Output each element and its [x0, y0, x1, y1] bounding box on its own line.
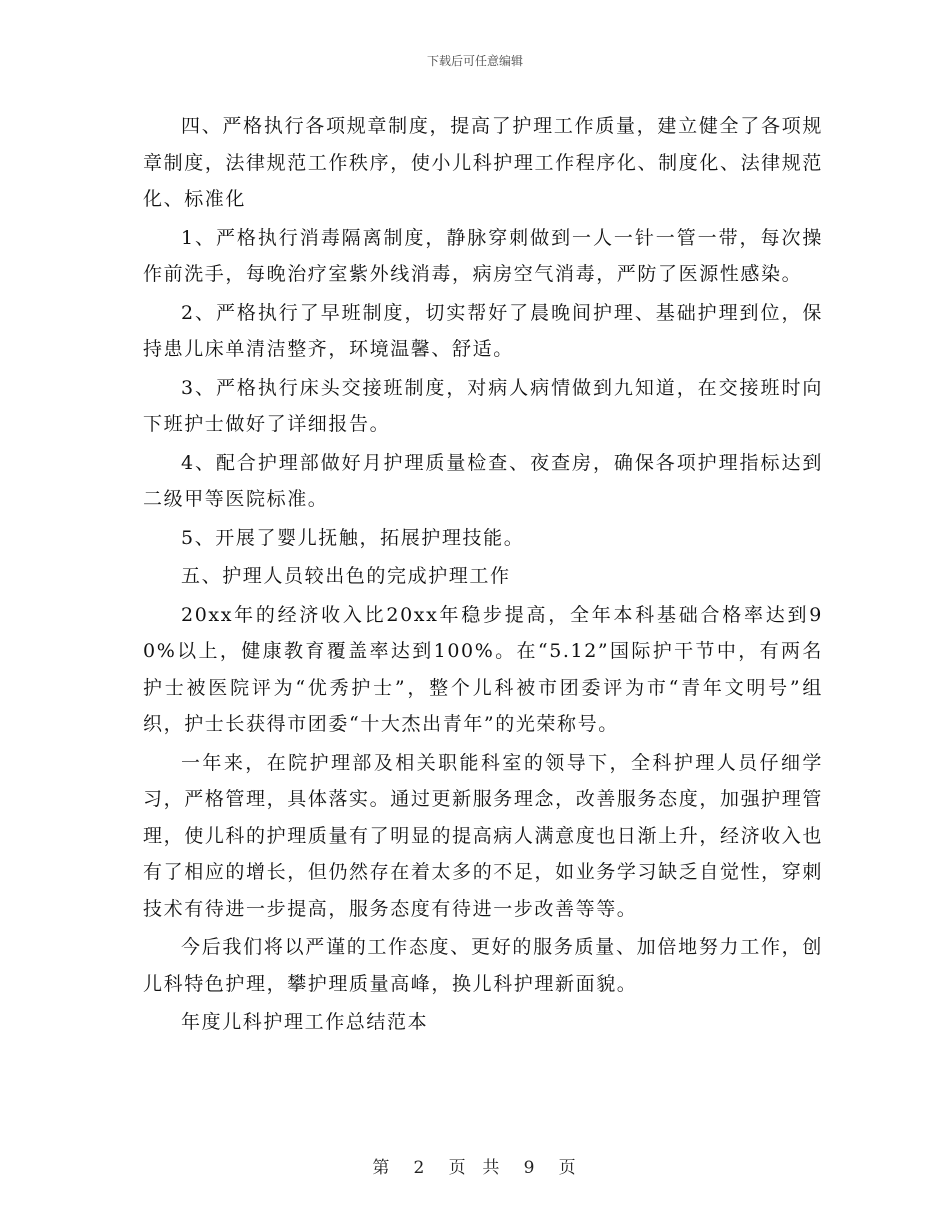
- economic-income-paragraph: 20xx年的经济收入比20xx年稳步提高，全年本科基础合格率达到90%以上，健康教育覆盖率达到100%。在“5.12”国际护干节中，有两名护士被医院评为“优秀护士”，整个儿科被市团委评为市“青年文明号”组织，护士长获得市团委“十大杰出青年”的光荣称号。: [143, 603, 823, 735]
- footer-middle: 页 共: [448, 1158, 502, 1178]
- item-3-paragraph: 3、严格执行床头交接班制度，对病人病情做到九知道，在交接班时向下班护士做好了详细报告。: [143, 376, 823, 435]
- header-text: 下载后可任意编辑: [426, 54, 523, 68]
- section-five-heading: 五、护理人员较出色的完成护理工作: [181, 565, 511, 587]
- year-review-paragraph: 一年来，在院护理部及相关职能科室的领导下，全科护理人员仔细学习，严格管理，具体落实。通过更新服务理念，改善服务态度，加强护理管理，使儿科的护理质量有了明显的提高病人满意度也日渐上升，经济收入也有了相应的增长，但仍然存在着太多的不足，如业务学习缺乏自觉性，穿刺技术有待进一步提高，服务态度有待进一步改善等等。: [143, 751, 823, 920]
- page-footer: [0, 1153, 950, 1178]
- document-title-line: 年度儿科护理工作总结范本: [181, 1011, 429, 1033]
- future-plan-paragraph: 今后我们将以严谨的工作态度、更好的服务质量、加倍地努力工作，创儿科特色护理，攀护理质量高峰，换儿科护理新面貌。: [143, 936, 823, 995]
- item-1-paragraph: 1、严格执行消毒隔离制度，静脉穿刺做到一人一针一管一带，每次操作前洗手，每晚治疗室紫外线消毒，病房空气消毒，严防了医源性感染。: [143, 226, 823, 285]
- document-body: [143, 108, 823, 1043]
- total-pages-number: 9: [523, 1158, 537, 1178]
- footer-suffix: 页: [558, 1158, 578, 1178]
- item-2-paragraph: 2、严格执行了早班制度，切实帮好了晨晚间护理、基础护理到位，保持患儿床单清洁整齐，环境温馨、舒适。: [143, 301, 823, 360]
- footer-prefix: 第: [372, 1158, 392, 1178]
- page-header: [0, 52, 950, 69]
- item-4-paragraph: 4、配合护理部做好月护理质量检查、夜查房，确保各项护理指标达到二级甲等医院标准。: [143, 451, 823, 510]
- item-5-paragraph: 5、开展了婴儿抚触，拓展护理技能。: [181, 526, 525, 549]
- current-page-number: 2: [413, 1158, 427, 1178]
- section-four-heading: 四、严格执行各项规章制度，提高了护理工作质量，建立健全了各项规章制度，法律规范工作秩序，使小儿科护理工作程序化、制度化、法律规范化、标准化: [143, 115, 823, 210]
